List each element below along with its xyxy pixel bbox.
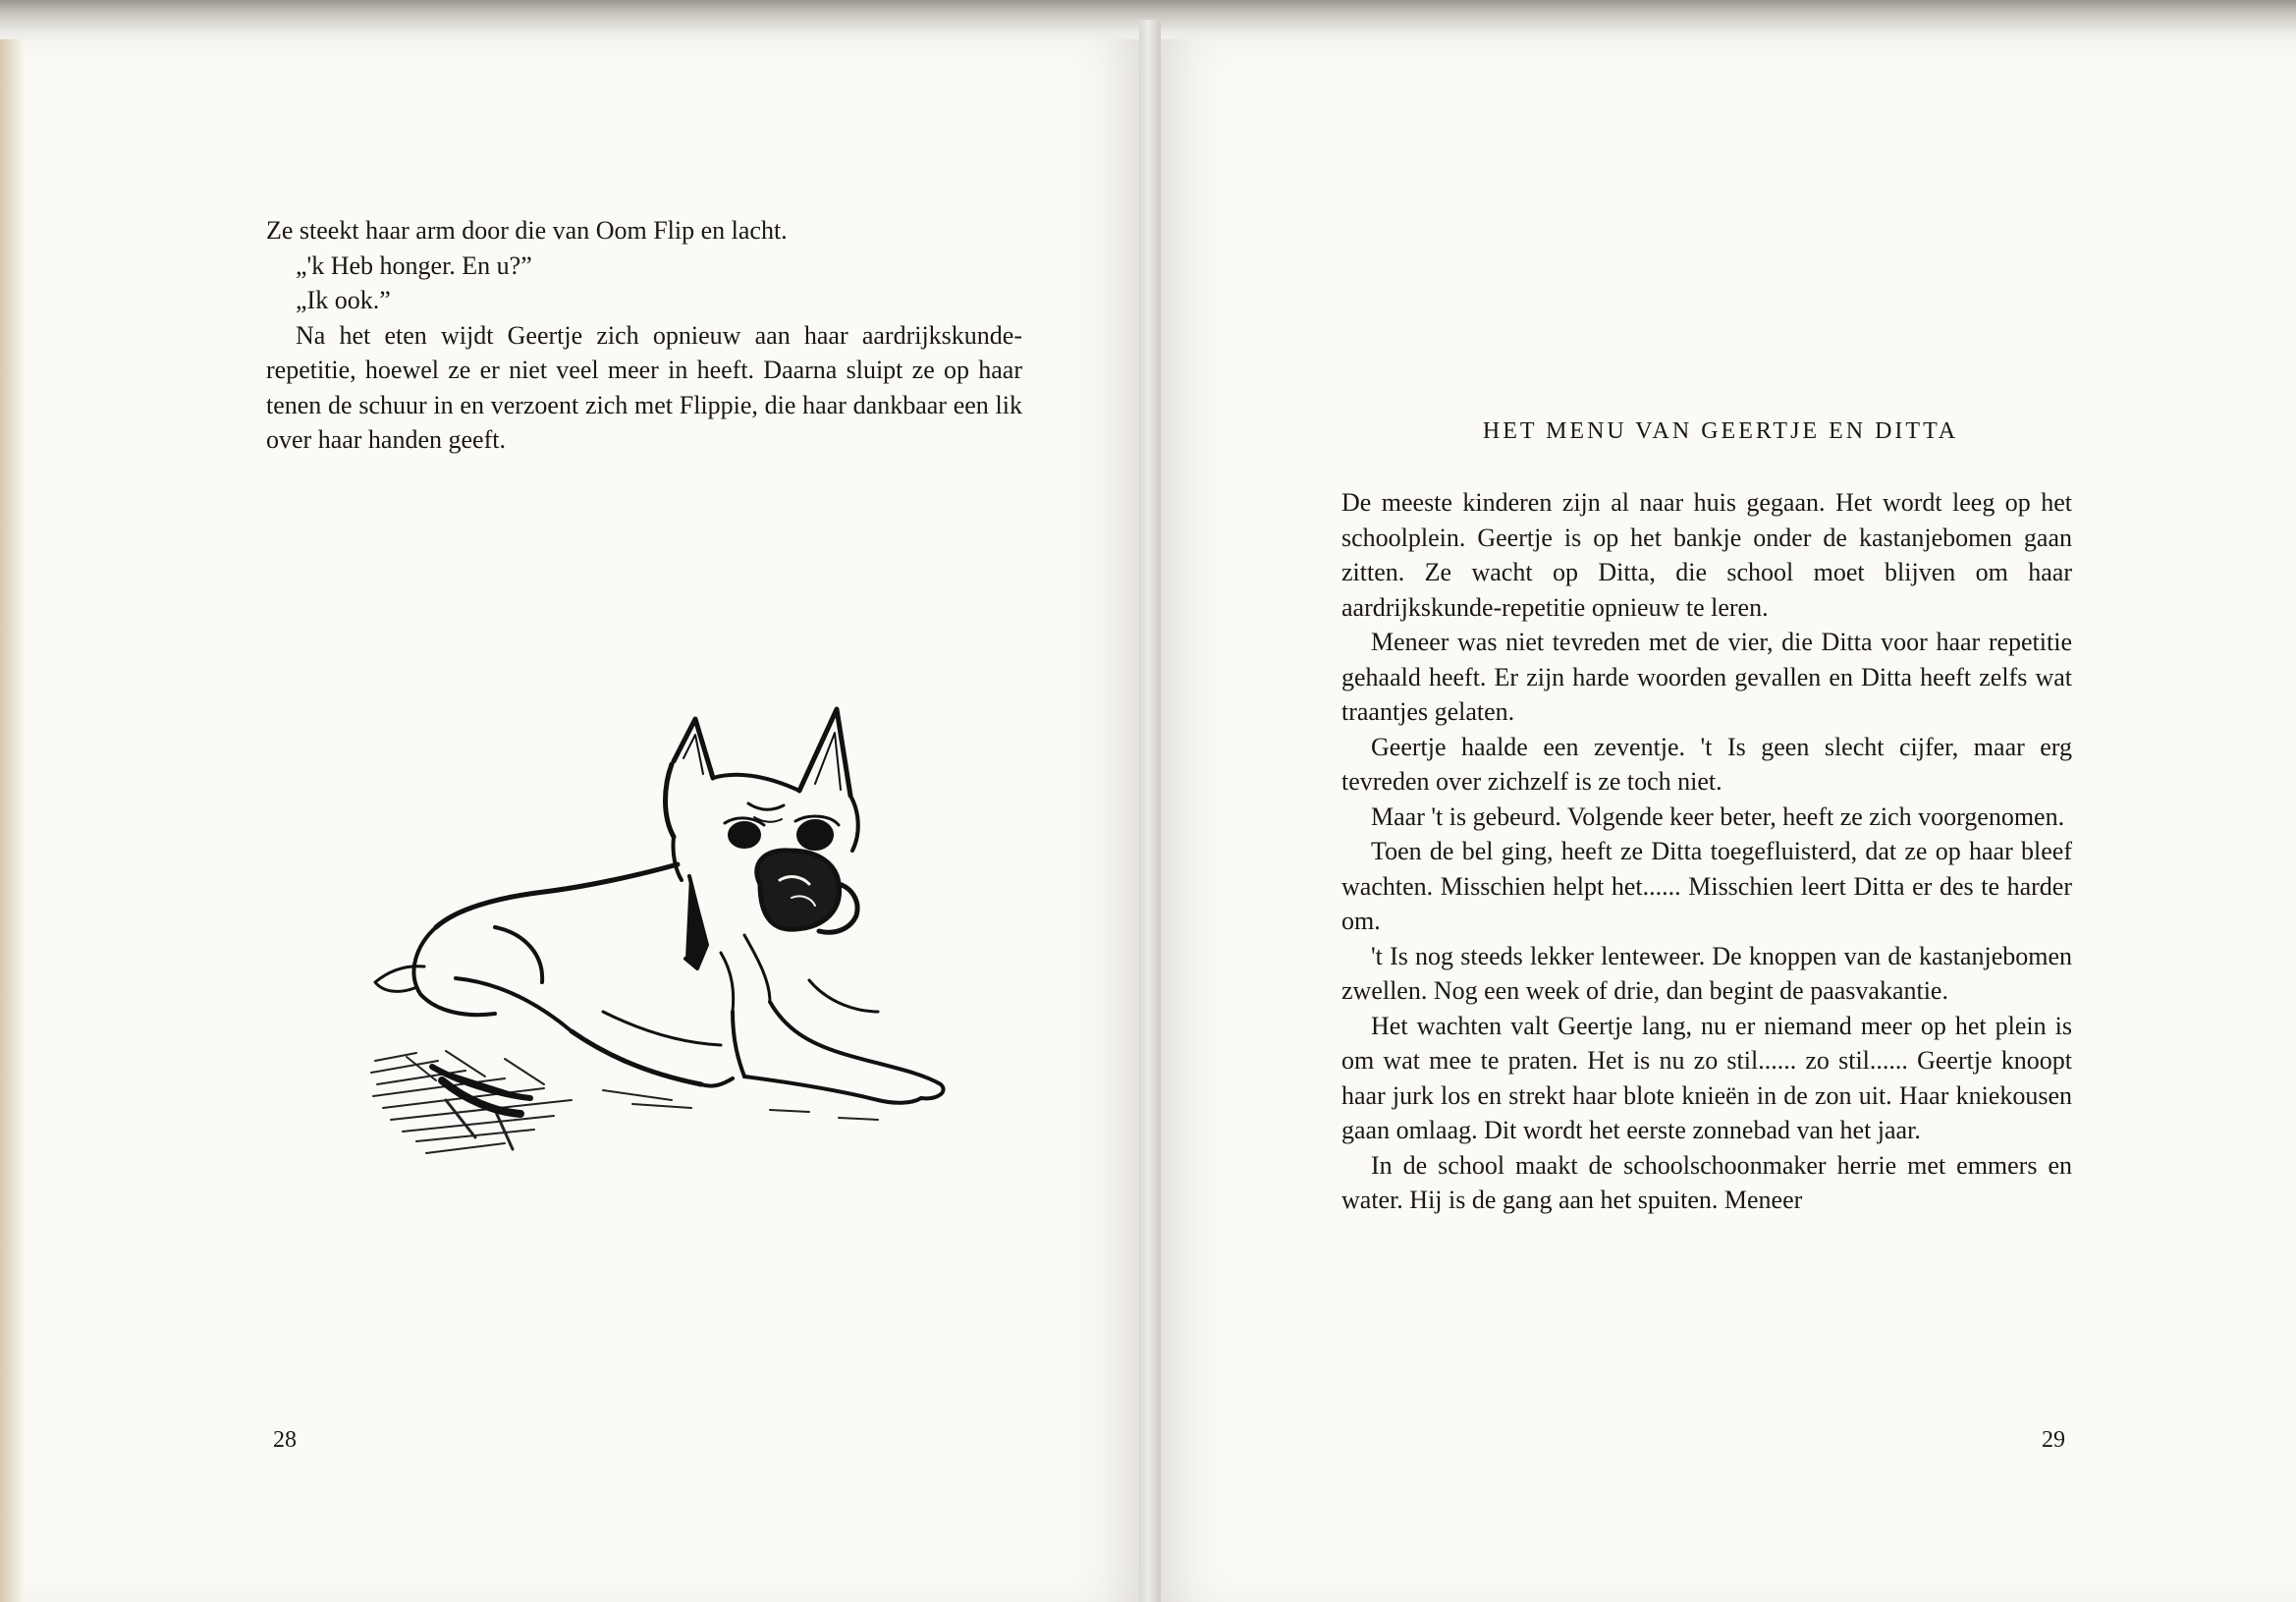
paragraph: Ze steekt haar arm door die van Oom Flip en lacht. <box>266 216 788 245</box>
dog-illustration <box>348 688 1015 1179</box>
book-gutter <box>1139 20 1161 1602</box>
page-edge <box>0 39 24 1602</box>
paragraph: „Ik ook.” <box>296 286 391 314</box>
right-page <box>1161 39 2296 1602</box>
paragraph: Meneer was niet tevreden met de vier, die Ditta voor haar repetitie gehaald heeft. Er zijn harde woorden gevallen en Ditta heeft zelfs wat traantjes gelaten. <box>1341 628 2072 726</box>
paragraph: „'k Heb honger. En u?” <box>296 250 532 280</box>
paragraph: In de school maakt de schoolschoonmaker herrie met emmers en water. Hij is de gang aan het spuiten. Meneer <box>1341 1150 2072 1214</box>
left-page <box>24 39 1139 1602</box>
page-number-left: 28 <box>273 1427 297 1453</box>
paragraph: De meeste kinderen zijn al naar huis gegaan. Het wordt leeg op het schoolplein. Geertje is op het bankje onder de kastanjebomen gaan zitten. Ze wacht op Ditta, die school moet blijven om haar aardrijkskunde-repetitie opnieuw te leren. <box>1341 488 2072 622</box>
paragraph: Maar 't is gebeurd. Volgende keer beter, heeft ze zich voorgenomen. <box>1371 801 2065 831</box>
paragraph: Geertje haalde een zeventje. 't Is geen slecht cijfer, maar erg tevreden over zichzelf is ze toch niet. <box>1341 732 2072 796</box>
paragraph: 't Is nog steeds lekker lenteweer. De knoppen van de kastanjebomen zwellen. Nog een week of drie, dan begint de paasvakantie. <box>1341 941 2072 1005</box>
left-page-text <box>266 213 1022 458</box>
paragraph: Het wachten valt Geertje lang, nu er niemand meer op het plein is om wat mee te praten. Het is nu zo stil...... zo stil...... Geertje knoopt haar jurk los en strekt haar blote knieën in de zon uit. Haar kniekousen gaan omlaag. Dit wordt het eerste zonnebad van het jaar. <box>1341 1011 2072 1144</box>
paragraph: Na het eten wijdt Geertje zich opnieuw aan haar aardrijkskunde-repetitie, hoewel ze er niet veel meer in heeft. Daarna sluipt ze op haar tenen de schuur in en verzoent zich met Flippie, die haar dankbaar een lik over haar handen geeft. <box>266 320 1022 454</box>
page-number-right: 29 <box>2042 1427 2065 1453</box>
paragraph: Toen de bel ging, heeft ze Ditta toegefluisterd, dat ze op haar bleef wachten. Misschien helpt het...... Misschien leert Ditta er des te harder om. <box>1341 837 2072 935</box>
chapter-title: HET MENU VAN GEERTJE EN DITTA <box>1482 418 1959 444</box>
right-page-text <box>1341 485 2072 1218</box>
